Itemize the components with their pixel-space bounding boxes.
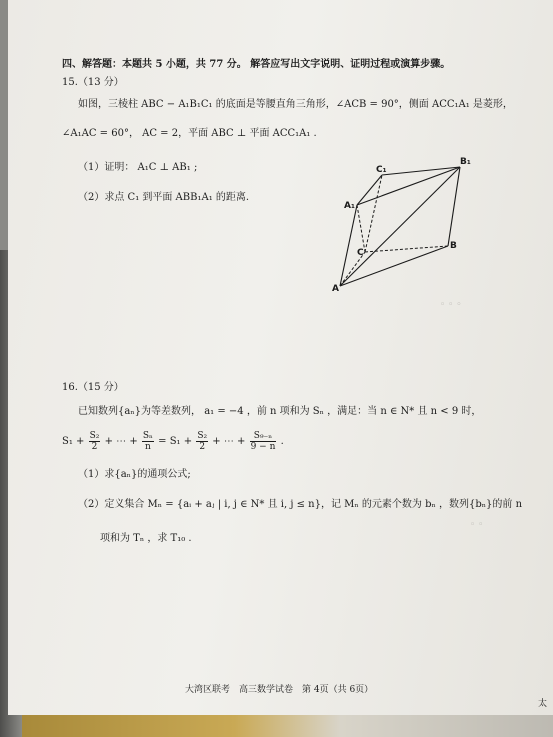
q16-part2-line2: 项和为 Tₙ ，求 T₁₀ . <box>100 533 192 544</box>
q15-stem-line2: ∠A₁AC = 60°， AC = 2，平面 ABC ⊥ 平面 ACC₁A₁ . <box>62 128 317 139</box>
label-a: A <box>332 284 339 294</box>
eq-end: . <box>280 436 284 447</box>
q15-stem-line1: 如图，三棱柱 ABC − A₁B₁C₁ 的底面是等腰直角三角形，∠ACB = 90°，侧面 ACC₁A₁ 是菱形， <box>78 99 513 110</box>
bleed-through: ◦ ◦ <box>470 520 484 530</box>
label-b1: B₁ <box>460 157 471 167</box>
q16-stem-line1: 已知数列{aₙ}为等差数列， a₁ = −4 ，前 n 项和为 Sₙ ，满足：当 n ∈ N* 且 n < 9 时， <box>78 406 482 417</box>
eq-frac-4: $\frac{\text{S₉₋ₙ}}{9 - n}$ <box>250 431 276 452</box>
eq-s1: S₁ + <box>62 436 85 447</box>
eq-equals: = S₁ + <box>158 436 193 447</box>
prism-figure <box>322 150 472 295</box>
desk-surface <box>22 715 553 737</box>
q16-part1: （1）求{aₙ}的通项公式; <box>78 469 191 480</box>
eq-mid: + ⋯ + <box>104 436 138 447</box>
label-b: B <box>450 241 457 251</box>
q16-part2-line1: （2）定义集合 Mₙ = {aᵢ + aⱼ | i, j ∈ N* 且 i, j ≤ n}，记 Mₙ 的元素个数为 bₙ ，数列{bₙ}的前 n <box>78 499 523 510</box>
label-a1: A₁ <box>344 201 355 211</box>
q15-part1: （1）证明： A₁C ⊥ AB₁ ; <box>78 162 198 173</box>
page-footer: 大湾区联考 高三数学试卷 第 4页（共 6页） <box>185 685 374 695</box>
edge-character: 太 <box>538 699 548 709</box>
q15-number: 15.（13 分） <box>62 77 124 88</box>
q16-equation <box>62 430 284 454</box>
section-heading: 四、解答题：本题共 5 小题，共 77 分。 解答应写出文字说明、证明过程或演算步骤。 <box>62 59 451 70</box>
eq-mid2: + ⋯ + <box>212 436 246 447</box>
eq-frac-1: $\frac{\text{S₂}}{2}$ <box>89 431 100 452</box>
q16-number: 16.（15 分） <box>62 382 124 393</box>
bleed-through: ◦ ◦ ◦ <box>440 300 462 310</box>
eq-frac-3: $\frac{\text{S₂}}{2}$ <box>197 431 208 452</box>
label-c: C <box>357 248 364 258</box>
eq-frac-2: $\frac{\text{Sₙ}}{n}$ <box>142 431 153 452</box>
label-c1: C₁ <box>376 165 387 175</box>
q15-part2: （2）求点 C₁ 到平面 ABB₁A₁ 的距离. <box>78 192 250 203</box>
